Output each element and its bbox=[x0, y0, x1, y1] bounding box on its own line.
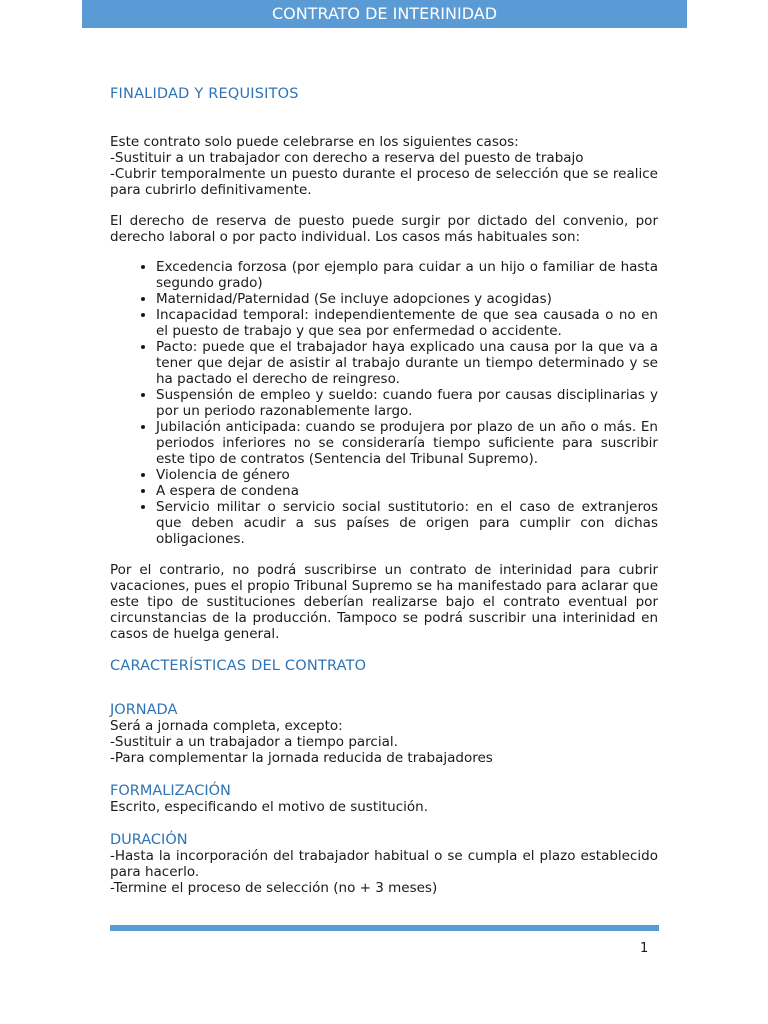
duracion-line: -Termine el proceso de selección (no + 3 meses) bbox=[110, 880, 438, 896]
list-item: • Incapacidad temporal: independientemente de que sea causada o no en el puesto de trabajo y que sea por enfermedad o accidente. bbox=[156, 307, 658, 339]
list-item: • Pacto: puede que el trabajador haya explicado una causa por la que va a tener que dejar de asistir al trabajo durante un tiempo determinado y se ha pactado el derecho de reingreso. bbox=[156, 339, 658, 387]
intro-line: -Cubrir temporalmente un puesto durante el proceso de selección que se realice para cubrirlo definitivamente. bbox=[110, 166, 658, 198]
list-item: • Servicio militar o servicio social sustitutorio: en el caso de extranjeros que deben acudir a sus países de origen para cumplir con dichas obligaciones. bbox=[156, 499, 658, 547]
intro-line: -Sustituir a un trabajador con derecho a reserva del puesto de trabajo bbox=[110, 150, 584, 166]
intro-line: Este contrato solo puede celebrarse en los siguientes casos: bbox=[110, 134, 519, 150]
list-item: • Violencia de género bbox=[156, 467, 658, 483]
cases-list bbox=[110, 259, 658, 547]
document-body bbox=[110, 86, 658, 896]
page-number: 1 bbox=[640, 941, 649, 956]
document-title: CONTRATO DE INTERINIDAD bbox=[271, 4, 498, 23]
jornada-line: -Sustituir a un trabajador a tiempo parcial. bbox=[110, 734, 398, 750]
duracion-line: -Hasta la incorporación del trabajador habitual o se cumpla el plazo establecido para hacerlo. bbox=[110, 848, 658, 880]
page-header bbox=[82, 0, 687, 28]
jornada-line: -Para complementar la jornada reducida de trabajadores bbox=[110, 750, 493, 766]
list-item: • Suspensión de empleo y sueldo: cuando fuera por causas disciplinarias y por un periodo razonablemente largo. bbox=[156, 387, 658, 419]
paragraph-vacaciones: Por el contrario, no podrá suscribirse un contrato de interinidad para cubrir vacaciones, pues el propio Tribunal Supremo se ha manifestado para aclarar que este tipo de sustituciones deberían realizarse bajo el contrato eventual por circunstancias de la producción. Tampoco se podrá suscribir una interinidad en casos de huelga general. bbox=[110, 562, 658, 642]
list-item: • Jubilación anticipada: cuando se produjera por plazo de un año o más. En periodos inferiores no se consideraría tiempo suficiente para suscribir este tipo de contratos (Sentencia del Tribunal Supremo). bbox=[156, 419, 658, 467]
list-item: • Excedencia forzosa (por ejemplo para cuidar a un hijo o familiar de hasta segundo grado) bbox=[156, 259, 658, 291]
footer-divider bbox=[110, 925, 659, 931]
list-item: • Maternidad/Paternidad (Se incluye adopciones y acogidas) bbox=[156, 291, 658, 307]
subheading-jornada: JORNADA bbox=[110, 702, 178, 718]
subheading-duracion: DURACIÓN bbox=[110, 832, 188, 848]
paragraph-reserva: El derecho de reserva de puesto puede surgir por dictado del convenio, por derecho laboral o por pacto individual. Los casos más habituales son: bbox=[110, 213, 658, 245]
section-heading-finalidad: FINALIDAD Y REQUISITOS bbox=[110, 86, 299, 102]
section-heading-caracteristicas: CARACTERÍSTICAS DEL CONTRATO bbox=[110, 658, 367, 674]
formalizacion-text: Escrito, especificando el motivo de sustitución. bbox=[110, 799, 428, 815]
jornada-line: Será a jornada completa, excepto: bbox=[110, 718, 343, 734]
subheading-formalizacion: FORMALIZACIÓN bbox=[110, 783, 231, 799]
list-item: • A espera de condena bbox=[156, 483, 658, 499]
